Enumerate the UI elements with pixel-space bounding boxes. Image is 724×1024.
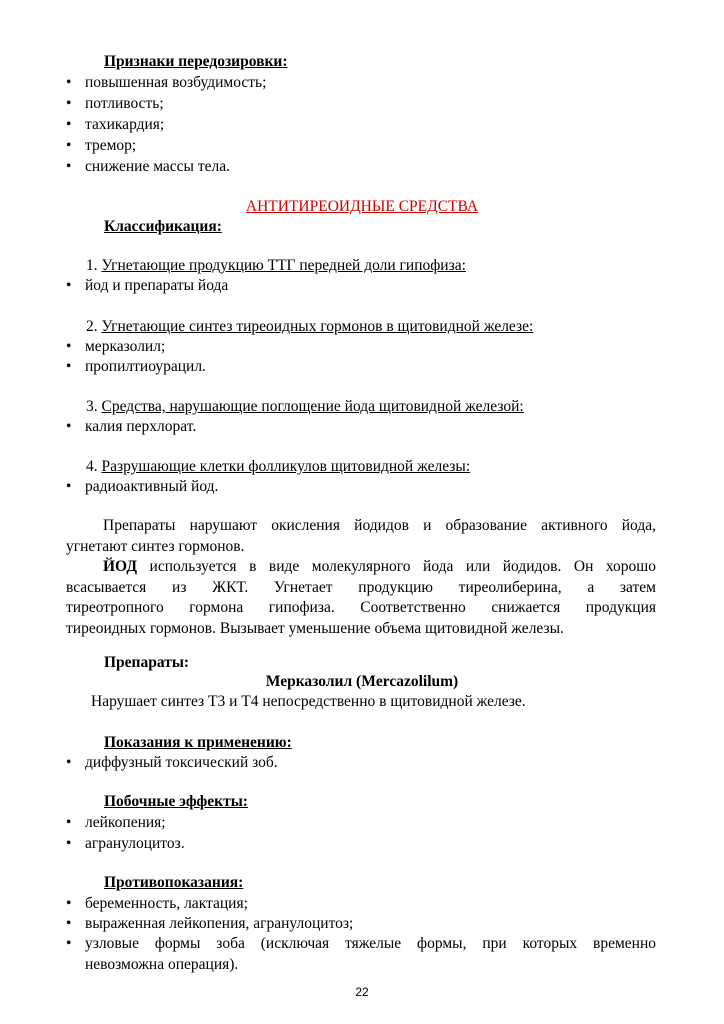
side-effects-heading: Побочные эффекты:	[104, 793, 248, 810]
section-title: АНТИТИРЕОИДНЫЕ СРЕДСТВА	[245, 198, 479, 215]
bullet-icon: •	[66, 74, 72, 91]
list-item: • потливость;	[66, 95, 164, 112]
list-item: • повышенная возбудимость;	[66, 74, 267, 91]
bullet-icon: •	[66, 754, 72, 771]
page-number: 22	[355, 985, 369, 999]
bullet-icon: •	[66, 418, 72, 435]
bullet-icon: •	[66, 935, 72, 952]
bullet-icon: •	[66, 895, 72, 912]
classification-heading: Классификация:	[104, 218, 222, 235]
list-item: • пропилтиоурацил.	[66, 358, 206, 375]
list-item: • тахикардия;	[66, 116, 165, 133]
list-item: • лейкопения;	[66, 814, 166, 831]
list-item: • агранулоцитоз.	[66, 835, 185, 852]
bullet-icon: •	[66, 915, 72, 932]
drug-name: Мерказолил (Mercazolilum)	[265, 673, 459, 690]
list-item: • снижение массы тела.	[66, 158, 230, 175]
classification-group-title: 3. Средства, нарушающие поглощение йода щитовидной железой:	[86, 398, 524, 415]
contraindications-heading: Противопоказания:	[104, 874, 244, 891]
list-item: • калия перхлорат.	[66, 418, 197, 435]
list-item: • выраженная лейкопения, агранулоцитоз;	[66, 915, 354, 932]
contraindication-nodular-goiter: узловые формы зоба (исключая тяжелые формы, при которых временно невозможна операция).	[85, 935, 656, 973]
classification-group-title: 4. Разрушающие клетки фолликулов щитовидной железы:	[86, 458, 471, 475]
bullet-icon: •	[66, 338, 72, 355]
list-item: • тремор;	[66, 137, 137, 154]
list-item: • беременность, лактация;	[66, 895, 248, 912]
bullet-icon: •	[66, 277, 72, 294]
list-item: • йод и препараты йода	[66, 277, 229, 294]
paragraph-preparations: Препараты нарушают окисления йодидов и образование активного йода, угнетают синтез гормонов.	[66, 517, 656, 555]
drug-description: Нарушает синтез Т3 и Т4 непосредственно в щитовидной железе.	[91, 693, 526, 710]
bullet-icon: •	[66, 814, 72, 831]
list-item: • мерказолил;	[66, 338, 166, 355]
bullet-icon: •	[66, 137, 72, 154]
bullet-icon: •	[66, 158, 72, 175]
iodine-term: ЙОД	[103, 558, 138, 575]
bullet-icon: •	[66, 835, 72, 852]
indications-heading: Показания к применению:	[104, 734, 292, 751]
paragraph-iodine: ЙОД используется в виде молекулярного йода или йодидов. Он хорошо всасывается из ЖКТ. Угнетает продукцию тиреолиберина, а затем тиреотропного гормона гипофиза. Соответственно снижается продукция тиреоидных гормонов. Вызывает уменьшение объема щитовидной железы.	[66, 558, 656, 637]
bullet-icon: •	[66, 358, 72, 375]
overdose-heading: Признаки передозировки:	[104, 53, 288, 70]
list-item: • диффузный токсический зоб.	[66, 754, 278, 771]
list-item: • радиоактивный йод.	[66, 478, 219, 495]
bullet-icon: •	[66, 478, 72, 495]
bullet-icon: •	[66, 95, 72, 112]
drugs-heading: Препараты:	[104, 654, 190, 671]
bullet-icon: •	[66, 116, 72, 133]
classification-group-title: 2. Угнетающие синтез тиреоидных гормонов в щитовидной железе:	[86, 318, 534, 335]
classification-group-title: 1. Угнетающие продукцию ТТГ передней доли гипофиза:	[86, 257, 466, 274]
list-item	[66, 934, 85, 954]
